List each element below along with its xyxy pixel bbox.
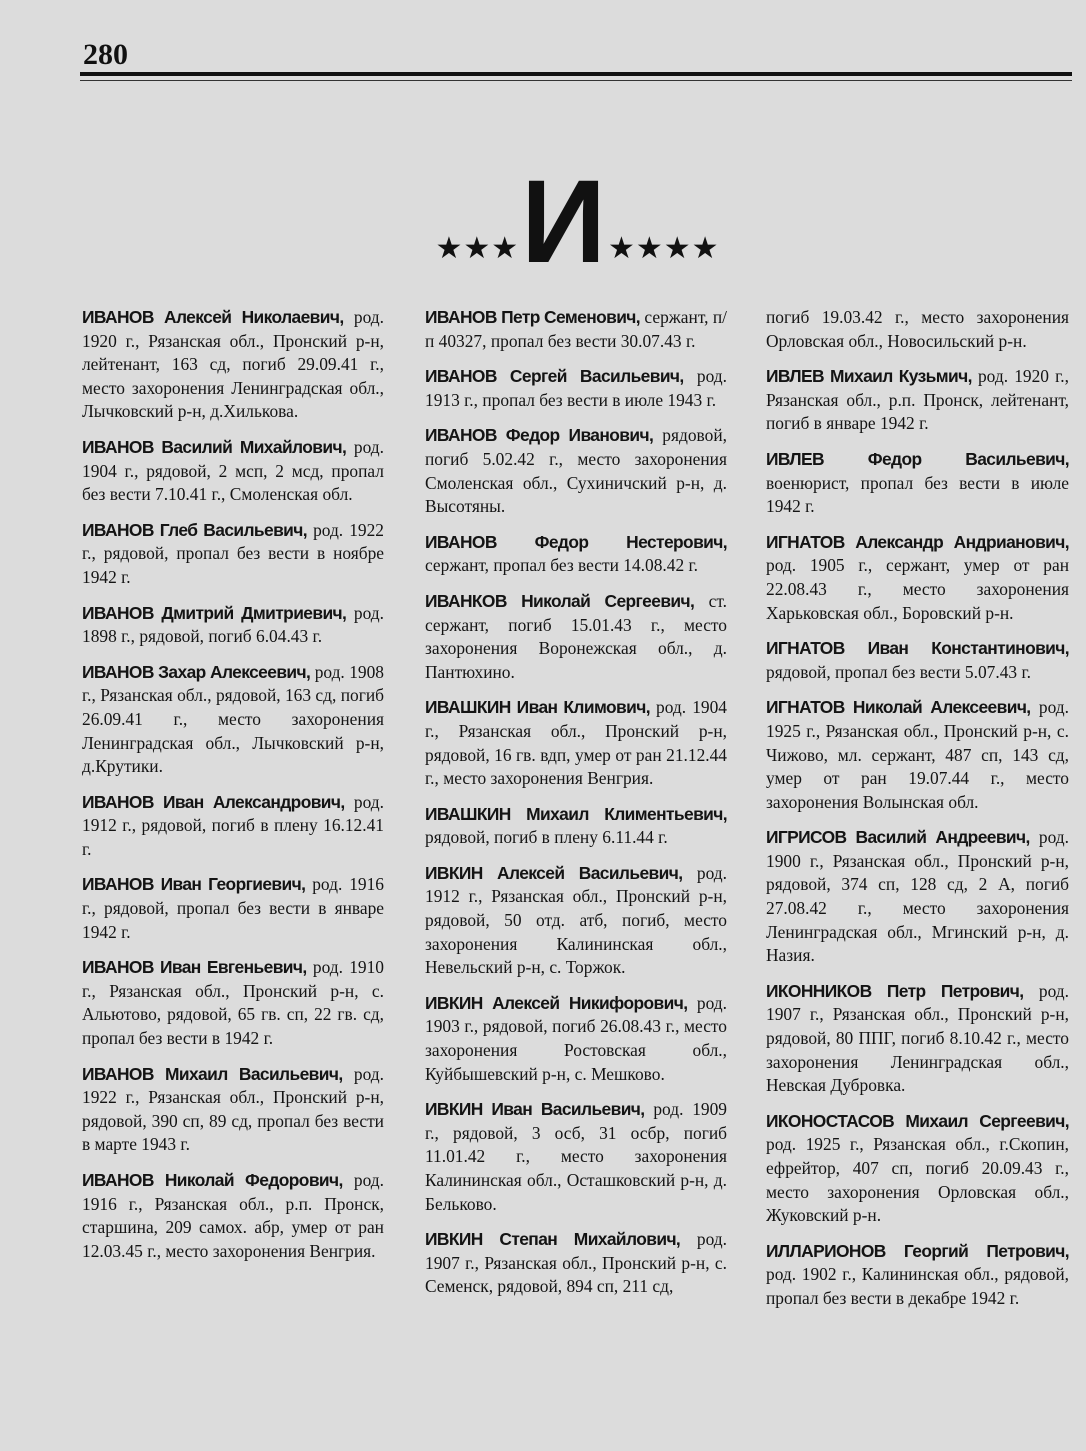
- entry: [82, 661, 384, 779]
- entry-name: ИВАНОВ Николай Федорович,: [82, 1170, 343, 1190]
- entry-name: ИГНАТОВ Александр Андрианович,: [766, 531, 1069, 552]
- entry-name: ИВКИН Иван Васильевич,: [425, 1099, 645, 1120]
- entry-name: ИВКИН Алексей Васильевич,: [425, 862, 683, 883]
- entry-name: ИВЛЕВ Михаил Кузьмич,: [766, 366, 972, 387]
- entry-name: ИЛЛАРИОНОВ Георгий Петрович,: [766, 1240, 1069, 1261]
- entry-name: ИКОНОСТАСОВ Михаил Сергеевич,: [766, 1110, 1069, 1131]
- entry: [766, 531, 1069, 625]
- entry-text: рядовой, пропал без вести 5.07.43 г.: [766, 661, 1031, 682]
- entry: [425, 1098, 727, 1216]
- entry-name: ИВАНОВ Алексей Николаевич,: [82, 307, 344, 327]
- entry-text: род. 1922 г., Рязанская обл., Пронский р-н, рядовой, 390 сп, 89 сд, пропал без вести в марте 1943 г.: [82, 1063, 385, 1155]
- entry-name: ИГРИСОВ Василий Андреевич,: [766, 827, 1030, 848]
- entry: [425, 1228, 727, 1299]
- entry-name: ИВАНОВ Михаил Васильевич,: [82, 1063, 343, 1084]
- entry-name: ИГНАТОВ Иван Константинович,: [766, 638, 1069, 659]
- entry: [82, 791, 384, 862]
- entry-name: ИВАНОВ Сергей Васильевич,: [425, 366, 684, 387]
- entry-text: род. 1902 г., Калининская обл., рядовой, пропал без вести в декабре 1942 г.: [766, 1264, 1069, 1308]
- entry: [82, 1063, 384, 1157]
- stars-left-icon: ★★★: [435, 232, 520, 265]
- entry-text: род. 1920 г., Рязанская обл., Пронский р-н, лейтенант, 163 сд, погиб 29.09.41 г., место захоронения Ленинградская обл., Лычковский р-н, д.Хилькова.: [82, 307, 385, 422]
- entry-name: ИВАНОВ Федор Иванович,: [425, 425, 654, 446]
- entry-text: военюрист, пропал без вести в июле 1942 г.: [766, 472, 1069, 517]
- entry-text: род. 1898 г., рядовой, погиб 6.04.43 г.: [82, 602, 385, 647]
- entry-text: рядовой, погиб 5.02.42 г., место захоронения Смоленская обл., Сухиничский р-н, д. Высотяны.: [425, 425, 727, 517]
- entry: [425, 803, 727, 850]
- entry: [82, 602, 384, 649]
- entry-text: род. 1916 г., Рязанская обл., р.п. Пронск, старшина, 209 самох. абр, умер от ран 12.03.45 г., место захоронения Венгрия.: [82, 1170, 384, 1261]
- entry-text: сержант, пропал без вести 14.08.42 г.: [425, 555, 699, 576]
- entry: [425, 306, 727, 353]
- entry-text: род. 1925 г., Рязанская обл., Пронский р-н, с. Чижово, мл. сержант, 487 сп, 143 сд, умер от ран 19.07.44 г., место захоронения Волынская обл.: [766, 697, 1069, 812]
- entry-text: род. 1904 г., Рязанская обл., Пронский р-н, рядовой, 16 гв. вдп, умер от ран 21.12.44 г., место захоронения Венгрия.: [425, 697, 728, 789]
- entry-text: род. 1912 г., Рязанская обл., Пронский р-н, рядовой, 50 отд. атб, погиб, место захоронения Калининская обл., Невельский р-н, с. Торжок.: [425, 862, 727, 978]
- entry: [82, 306, 384, 424]
- entry: [766, 306, 1069, 353]
- entry-name: ИВАНКОВ Николай Сергеевич,: [425, 590, 695, 611]
- entry: [766, 637, 1069, 684]
- entry-name: ИВАНОВ Дмитрий Дмитриевич,: [82, 602, 347, 623]
- entry: [425, 365, 727, 412]
- entry: [425, 531, 727, 578]
- entry-name: ИВАНОВ Глеб Васильевич,: [82, 519, 307, 540]
- header-rule-thin: [80, 80, 1072, 81]
- entry-text: ст. сержант, погиб 15.01.43 г., место захоронения Воронежская обл., д. Пантюхино.: [425, 590, 727, 682]
- section-letter: И: [521, 155, 606, 288]
- column-3: [766, 306, 1069, 1323]
- stars-right-icon: ★★★★: [607, 232, 720, 265]
- entry-text: род. 1916 г., рядовой, пропал без вести в январе 1942 г.: [82, 874, 384, 942]
- entry-text: род. 1913 г., пропал без вести в июле 1943 г.: [425, 366, 727, 410]
- entry-text: род. 1910 г., Рязанская обл., Пронский р-н, с. Альютово, рядовой, 65 гв. сп, 22 гв. сд, пропал без вести в 1942 г.: [82, 957, 384, 1049]
- column-2: [425, 306, 727, 1311]
- entry-name: ИВАНОВ Захар Алексеевич,: [82, 661, 311, 682]
- entry-name: ИВКИН Алексей Никифорович,: [425, 992, 688, 1013]
- entry-text: род. 1904 г., рядовой, 2 мсп, 2 мсд, пропал без вести 7.10.41 г., Смоленская обл.: [82, 436, 384, 505]
- entry-text: род. 1905 г., сержант, умер от ран 22.08.43 г., место захоронения Харьковская обл., Боровский р-н.: [766, 555, 1069, 623]
- entry-name: ИВАНОВ Василий Михайлович,: [82, 436, 347, 457]
- entry: [425, 862, 727, 980]
- entry: [82, 873, 384, 944]
- entry: [766, 365, 1069, 436]
- entry: [82, 519, 384, 590]
- section-letter-banner: [425, 155, 730, 288]
- entry-name: ИВАНОВ Иван Георгиевич,: [82, 874, 306, 895]
- entry-text: род. 1908 г., Рязанская обл., рядовой, 163 сд, погиб 26.09.41 г., место захоронения Ленинградская обл., Лычковский р-н, д.Крутики.: [82, 661, 385, 777]
- entry-text: род. 1912 г., рядовой, погиб в плену 16.12.41 г.: [82, 791, 385, 859]
- entry-name: ИВАНОВ Петр Семенович,: [425, 307, 641, 327]
- entry-text: род. 1907 г., Рязанская обл., Пронский р-н, с. Семенск, рядовой, 894 сп, 211 сд,: [425, 1229, 727, 1297]
- entry: [766, 1110, 1069, 1228]
- entry-text: сержант, п/п 40327, пропал без вести 30.07.43 г.: [425, 307, 727, 351]
- entry-name: ИВЛЕВ Федор Васильевич,: [766, 448, 1069, 469]
- entry-name: ИВКИН Степан Михайлович,: [425, 1229, 681, 1250]
- entry: [766, 448, 1069, 519]
- entry: [766, 1240, 1069, 1311]
- page-number: 280: [83, 38, 128, 71]
- entry-text: род. 1903 г., рядовой, погиб 26.08.43 г., место захоронения Ростовская обл., Куйбышевский р-н, с. Мешково.: [425, 992, 728, 1084]
- entry-text: род. 1922 г., рядовой, пропал без вести в ноябре 1942 г.: [82, 519, 384, 587]
- entry-text: рядовой, погиб в плену 6.11.44 г.: [425, 827, 668, 848]
- column-1: [82, 306, 384, 1275]
- entry: [766, 826, 1069, 968]
- entry-text: род. 1920 г., Рязанская обл., р.п. Пронск, лейтенант, погиб в январе 1942 г.: [766, 366, 1069, 434]
- header-rule-thick: [80, 72, 1072, 76]
- entry-text: род. 1907 г., Рязанская обл., Пронский р-н, рядовой, 80 ППГ, погиб 8.10.42 г., место захоронения Ленинградская обл., Невская Дубровка.: [766, 980, 1069, 1096]
- entry-name: ИВАНОВ Федор Нестерович,: [425, 531, 727, 552]
- entry-text: погиб 19.03.42 г., место захоронения Орловская обл., Новосильский р-н.: [766, 307, 1069, 351]
- entry-text: род. 1900 г., Рязанская обл., Пронский р-н, рядовой, 374 сп, 128 сд, 2 А, погиб 27.08.42 г., место захоронения Ленинградская обл., Мгинский р-н, д. Назия.: [766, 827, 1069, 966]
- entry-name: ИВАШКИН Михаил Климентьевич,: [425, 803, 727, 824]
- entry-text: род. 1909 г., рядовой, 3 осб, 31 осбр, погиб 11.01.42 г., место захоронения Калининская обл., Осташковский р-н, д. Бельково.: [425, 1099, 727, 1214]
- entry: [82, 1169, 384, 1263]
- entry: [425, 696, 727, 790]
- entry: [425, 992, 727, 1086]
- entry-name: ИГНАТОВ Николай Алексеевич,: [766, 697, 1031, 718]
- entry: [766, 696, 1069, 814]
- entry-name: ИКОННИКОВ Петр Петрович,: [766, 980, 1024, 1001]
- entry-text: род. 1925 г., Рязанская обл., г.Скопин, ефрейтор, 407 сп, погиб 20.09.43 г., место захоронения Орловская обл., Жуковский р-н.: [766, 1134, 1069, 1226]
- entry-name: ИВАНОВ Иван Александрович,: [82, 791, 345, 812]
- entry-name: ИВАНОВ Иван Евгеньевич,: [82, 957, 307, 978]
- entry: [82, 956, 384, 1050]
- entry: [425, 424, 727, 518]
- entry: [82, 436, 384, 507]
- entry: [425, 590, 727, 684]
- entry-name: ИВАШКИН Иван Климович,: [425, 697, 650, 718]
- entry: [766, 980, 1069, 1098]
